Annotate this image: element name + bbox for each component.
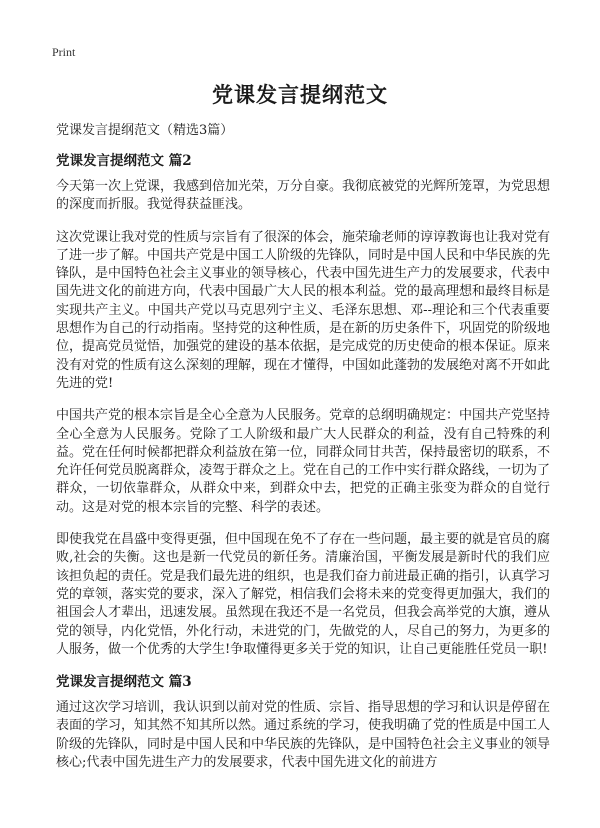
paragraph: 中国共产党的根本宗旨是全心全意为人民服务。党章的总纲明确规定：中国共产党坚持全心全意为人民服务。党除了工人阶级和最广大人民群众的利益，没有自己特殊的利益。党在任何时候都把群众利益放在第一位，同群众同甘共苦，保持最密切的联系，不允许任何党员脱离群众，凌驾于群众之上。党在自己的工作中实行群众路线，一切为了群众，一切依靠群众，从群众中来，到群众中去，把党的正确主张变为群众的自觉行动。这是对党的根本宗旨的完整、科学的表述。 — [56, 408, 551, 515]
section-2 — [56, 152, 550, 659]
paragraph: 这次党课让我对党的性质与宗旨有了很深的体会，施荣瑜老师的谆谆教诲也让我对党有了进一步了解。中国共产党是中国工人阶级的先锋队，同时是中国人民和中华民族的先锋队，是中国特色社会主义事业的领导核心，代表中国先进生产力的发展要求，代表中国先进文化的前进方向，代表中国最广大人民的根本利益。党的最高理想和最终目标是实现共产主义。中国共产党以马克思列宁主义、毛泽东思想、邓--理论和三个代表重要思想作为自己的行动指南。坚持党的这种性质，是在新的历史条件下，巩固党的阶级地位，提高党员觉悟，加强党的建设的基本依据，是完成党的历史使命的根本保证。原来没有对党的性质有这么深刻的理解，现在才懂得，中国如此蓬勃的发展绝对离不开如此先进的党! — [56, 229, 551, 391]
paragraph: 今天第一次上党课，我感到倍加光荣，万分自豪。我彻底被党的光辉所笼罩，为党思想的深度而折服。我觉得获益匪浅。 — [56, 179, 551, 213]
print-label[interactable]: Print — [52, 45, 76, 59]
paragraph: 通过这次学习培训，我认识到以前对党的性质、宗旨、指导思想的学习和认识是停留在表面的学习，知其然不知其所以然。通过系统的学习，使我明确了党的性质是中国工人阶级的先锋队，同时是中国人民和中华民族的先锋队，是中国特色社会主义事业的领导核心;代表中国先进生产力的发展要求，代表中国先进文化的前进方 — [56, 700, 551, 771]
document-body — [56, 152, 550, 786]
section-3 — [56, 673, 550, 772]
page-title: 党课发言提纲范文 — [212, 82, 388, 107]
section-heading: 党课发言提纲范文 篇3 — [56, 674, 192, 691]
section-heading: 党课发言提纲范文 篇2 — [56, 153, 192, 169]
paragraph: 即使我党在昌盛中变得更强，但中国现在免不了存在一些问题，最主要的就是官员的腐败,社会的失衡。这也是新一代党员的新任务。清廉治国，平衡发展是新时代的我们应该担负起的责任。党是我们最先进的组织，也是我们奋力前进最正确的指引，认真学习党的章领，落实党的要求，深入了解党，相信我们会将未来的党变得更加强大，我们的祖国会人才辈出，迅速发展。虽然现在我还不是一名党员，但我会高举党的大旗，遵从党的领导，内化党悟，外化行动，未进党的门，先做党的人，尽自己的努力，为更多的人服务，做一个优秀的大学生!争取懂得更多关于党的知识，让自己更能胜任党员一职! — [56, 532, 551, 657]
document-subtitle: 党课发言提纲范文（精选3篇） — [56, 123, 234, 138]
